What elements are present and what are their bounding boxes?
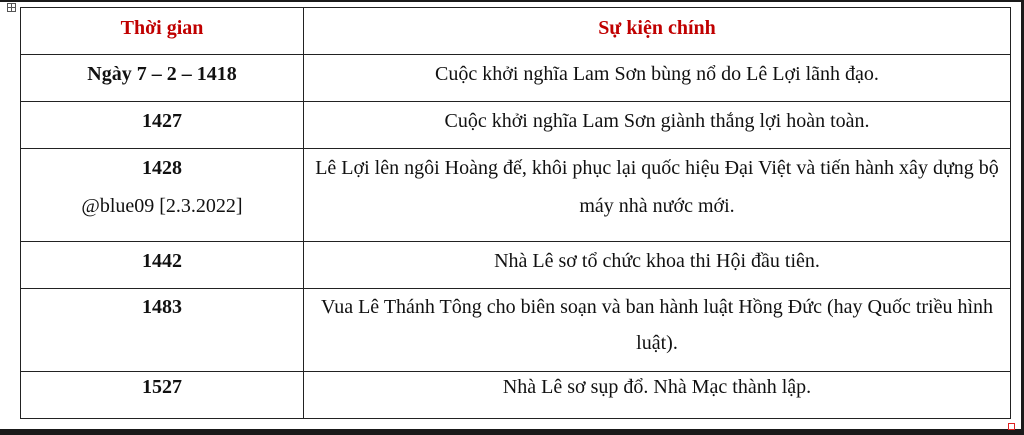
time-cell: 1442 <box>21 242 304 289</box>
events-table <box>20 7 1011 419</box>
event-cell: Cuộc khởi nghĩa Lam Sơn bùng nổ do Lê Lợi lãnh đạo. <box>304 55 1011 102</box>
time-value: 1428 <box>142 157 182 179</box>
table-row <box>21 289 1011 372</box>
screen-frame-top <box>0 0 1024 2</box>
table-row <box>21 55 1011 102</box>
event-cell: Vua Lê Thánh Tông cho biên soạn và ban hành luật Hồng Đức (hay Quốc triều hình luật). <box>304 289 1011 372</box>
screen-frame-bottom <box>0 429 1024 435</box>
table-row <box>21 102 1011 149</box>
event-cell: Lê Lợi lên ngôi Hoàng đế, khôi phục lại quốc hiệu Đại Việt và tiến hành xây dựng bộ máy nhà nước mới. <box>304 149 1011 242</box>
table-row <box>21 149 1011 242</box>
header-event: Sự kiện chính <box>304 8 1011 55</box>
event-cell: Nhà Lê sơ sụp đổ. Nhà Mạc thành lập. <box>304 372 1011 419</box>
time-cell <box>21 149 304 242</box>
table-row <box>21 372 1011 419</box>
event-cell: Nhà Lê sơ tổ chức khoa thi Hội đầu tiên. <box>304 242 1011 289</box>
time-cell: 1527 <box>21 372 304 419</box>
time-cell: 1427 <box>21 102 304 149</box>
event-cell: Cuộc khởi nghĩa Lam Sơn giành thắng lợi hoàn toàn. <box>304 102 1011 149</box>
time-cell: Ngày 7 – 2 – 1418 <box>21 55 304 102</box>
table-resize-handle-icon[interactable] <box>1008 423 1015 430</box>
table-row <box>21 242 1011 289</box>
time-cell: 1483 <box>21 289 304 372</box>
table-header-row <box>21 8 1011 55</box>
header-time: Thời gian <box>21 8 304 55</box>
table-move-handle-icon[interactable] <box>7 3 16 12</box>
watermark-note: @blue09 [2.3.2022] <box>81 195 243 217</box>
